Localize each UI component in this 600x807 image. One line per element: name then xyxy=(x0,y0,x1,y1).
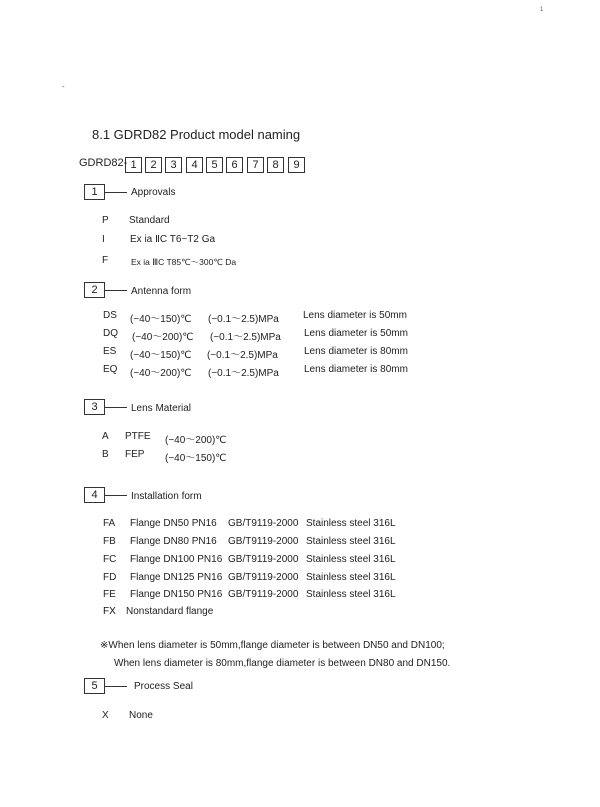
option-temperature: (−40〜150)℃ xyxy=(165,453,227,464)
note-line: When lens diameter is 80mm,flange diameter is between DN80 and DN150. xyxy=(114,658,451,669)
option-material: FEP xyxy=(125,449,145,460)
option-flange: Flange DN50 PN16 xyxy=(130,518,217,529)
option-flange: Flange DN80 PN16 xyxy=(130,536,217,547)
option-lens: Lens diameter is 80mm xyxy=(304,364,408,375)
option-standard: GB/T9119-2000 xyxy=(228,536,299,547)
option-lens: Lens diameter is 50mm xyxy=(303,310,407,321)
option-code: A xyxy=(102,431,109,442)
section-title: Approvals xyxy=(131,187,176,198)
option-standard: GB/T9119-2000 xyxy=(228,589,299,600)
section-number-box: 2 xyxy=(84,282,105,298)
option-code: FC xyxy=(103,554,117,565)
option-lens: Lens diameter is 80mm xyxy=(304,346,408,357)
section-number-box: 1 xyxy=(84,184,105,200)
code-box-6: 6 xyxy=(226,157,243,173)
section-connector xyxy=(105,407,127,408)
option-temperature: (−40〜200)℃ xyxy=(130,368,192,379)
section-number-box: 5 xyxy=(84,678,105,694)
option-flange: Nonstandard flange xyxy=(126,606,214,617)
option-standard: GB/T9119-2000 xyxy=(228,572,299,583)
option-code: FE xyxy=(103,589,116,600)
option-code: DQ xyxy=(103,328,118,339)
option-code: I xyxy=(102,234,105,245)
option-code: DS xyxy=(103,310,117,321)
option-code: FX xyxy=(103,606,116,617)
option-material: Stainless steel 316L xyxy=(306,589,396,600)
code-box-7: 7 xyxy=(247,157,264,173)
option-code: ES xyxy=(103,346,117,357)
page-title: 8.1 GDRD82 Product model naming xyxy=(92,127,301,142)
option-code: B xyxy=(102,449,109,460)
option-lens: Lens diameter is 50mm xyxy=(304,328,408,339)
section-title: Installation form xyxy=(131,491,202,502)
option-pressure: (−0.1〜2.5)MPa xyxy=(207,350,278,361)
page-number: 1 xyxy=(540,7,544,13)
option-code: P xyxy=(102,215,109,226)
section-connector xyxy=(105,495,127,496)
option-standard: GB/T9119-2000 xyxy=(228,554,299,565)
option-material: Stainless steel 316L xyxy=(306,554,396,565)
option-temperature: (−40〜200)℃ xyxy=(132,332,194,343)
option-code: X xyxy=(102,710,109,721)
code-box-5: 5 xyxy=(206,157,223,173)
option-desc: Ex ia ⅢC T85℃〜300℃ Da xyxy=(131,257,237,267)
code-box-1: 1 xyxy=(125,157,142,173)
option-pressure: (−0.1〜2.5)MPa xyxy=(208,368,279,379)
option-material: Stainless steel 316L xyxy=(306,536,396,547)
option-material: Stainless steel 316L xyxy=(306,572,396,583)
section-number-box: 3 xyxy=(84,399,105,415)
section-connector xyxy=(105,686,127,687)
code-box-3: 3 xyxy=(165,157,182,173)
option-code: FB xyxy=(103,536,116,547)
model-prefix: GDRD82- xyxy=(79,157,128,169)
option-pressure: (−0.1〜2.5)MPa xyxy=(208,314,279,325)
option-flange: Flange DN150 PN16 xyxy=(130,589,223,600)
code-box-8: 8 xyxy=(267,157,284,173)
note-line: ※When lens diameter is 50mm,flange diameter is between DN50 and DN100; xyxy=(100,640,445,651)
option-material: PTFE xyxy=(125,431,151,442)
code-box-9: 9 xyxy=(288,157,305,173)
section-title: Lens Material xyxy=(131,403,192,414)
option-temperature: (−40〜150)℃ xyxy=(130,350,192,361)
section-connector xyxy=(105,192,127,193)
option-code: F xyxy=(102,255,109,266)
section-number-box: 4 xyxy=(84,487,105,503)
section-title: Process Seal xyxy=(134,681,193,692)
option-code: FD xyxy=(103,572,117,583)
option-standard: GB/T9119-2000 xyxy=(228,518,299,529)
code-box-4: 4 xyxy=(186,157,203,173)
option-desc: Ex ia ⅡC T6~T2 Ga xyxy=(130,234,216,245)
option-temperature: (−40〜200)℃ xyxy=(165,435,227,446)
option-flange: Flange DN100 PN16 xyxy=(130,554,223,565)
section-connector xyxy=(105,290,127,291)
section-title: Antenna form xyxy=(131,286,192,297)
option-code: FA xyxy=(103,518,116,529)
option-temperature: (−40〜150)℃ xyxy=(130,314,192,325)
option-pressure: (−0.1〜2.5)MPa xyxy=(210,332,281,343)
option-desc: None xyxy=(129,710,153,721)
option-flange: Flange DN125 PN16 xyxy=(130,572,223,583)
option-code: EQ xyxy=(103,364,118,375)
option-desc: Standard xyxy=(129,215,170,226)
option-material: Stainless steel 316L xyxy=(306,518,396,529)
margin-mark: - xyxy=(62,82,65,91)
code-box-2: 2 xyxy=(145,157,162,173)
